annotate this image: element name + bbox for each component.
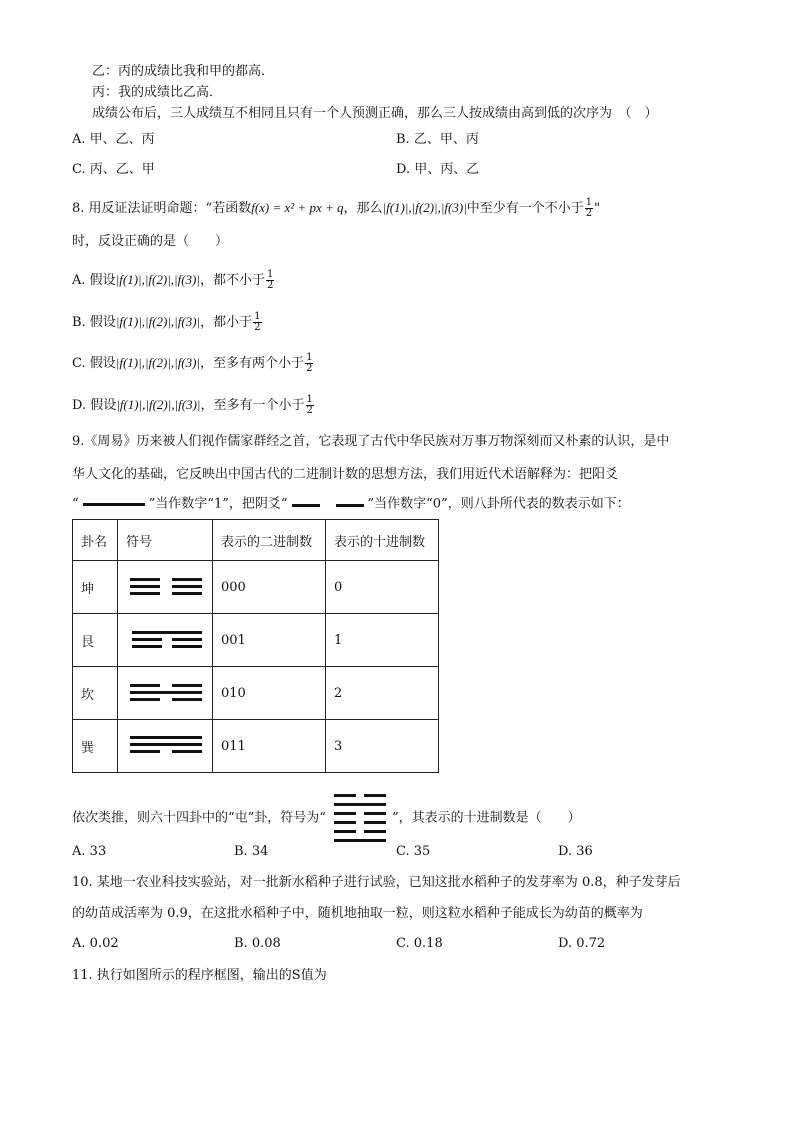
- q9-after-line: 依次类推，则六十四卦中的“屯”卦，符号为“ ”，其表示的十进制数是（ ）: [72, 792, 581, 844]
- q7-option-a: A. 甲、乙、丙: [72, 132, 155, 147]
- q7-line-yi: 乙：丙的成绩比我和甲的都高．: [92, 64, 275, 79]
- table-row: 坎 010 2: [73, 667, 439, 720]
- q8-option-b: B. 假设|f(1)|,|f(2)|,|f(3)|，都小于 $\frac{1}{2}$: [72, 311, 261, 333]
- q10-option-a: A. 0.02: [72, 936, 119, 951]
- kun-symbol-icon: [118, 561, 213, 614]
- header-binary: 表示的二进制数: [213, 520, 326, 561]
- header-decimal: 表示的十进制数: [326, 520, 439, 561]
- q10-option-b: B. 0.08: [234, 936, 281, 951]
- q7-line-bing: 丙：我的成绩比乙高．: [92, 85, 223, 100]
- q7-stem: 成绩公布后，三人成绩互不相同且只有一个人预测正确，那么三人按成绩由高到低的次序为 （ ）: [92, 106, 658, 121]
- q10-option-c: C. 0.18: [396, 936, 443, 951]
- kan-symbol-icon: [118, 667, 213, 720]
- q9-option-c: C. 35: [396, 844, 431, 859]
- q8-option-d: D. 假设|f(1)|,|f(2)|,|f(3)|，至多有一个小于 $\frac{1}{2}$: [72, 394, 313, 416]
- zhun-symbol-icon: [328, 792, 390, 844]
- q8-function: f(x) = x² + px + q: [251, 200, 344, 215]
- yin-line-icon: [292, 494, 364, 514]
- header-symbol: 符号: [118, 520, 213, 561]
- q10-line1: 10. 某地一农业科技实验站，对一批新水稻种子进行试验，已知这批水稻种子的发芽率为 0.8，种子发芽后: [72, 875, 681, 890]
- q8-stem: 8. 用反证法证明命题：“若函数f(x) = x² + px + q，那么|f(1)|,|f(2)|,|f(3)|中至少有一个不小于 $\frac{1}{2}$ ": [72, 197, 601, 219]
- q8-stem-line2: 时，反设正确的是（ ）: [72, 234, 229, 249]
- q9-line3: “ ”当作数字“1”，把阴爻“ ”当作数字“0”，则八卦所代表的数表示如下：: [72, 494, 630, 515]
- q9-line2: 华人文化的基础，它反映出中国古代的二进制计数的思想方法，我们用近代术语解释为：把阳爻: [72, 467, 619, 482]
- q7-option-b: B. 乙、甲、丙: [396, 132, 479, 147]
- q10-option-d: D. 0.72: [558, 936, 606, 951]
- header-name: 卦名: [73, 520, 118, 561]
- table-row: 艮 001 1: [73, 614, 439, 667]
- q10-line2: 的幼苗成活率为 0.9，在这批水稻种子中，随机地抽取一粒，则这粒水稻种子能成长为幼苗的概率为: [72, 906, 643, 921]
- xun-symbol-icon: [118, 720, 213, 773]
- q9-option-a: A. 33: [72, 844, 107, 859]
- bagua-table: [72, 519, 439, 773]
- q8-values: |f(1)|,|f(2)|,|f(3)|: [382, 200, 467, 215]
- yang-line-icon: [83, 503, 145, 506]
- q9-line1: 9.《周易》历来被人们视作儒家群经之首，它表现了古代中华民族对万事万物深刻而又朴素的认识，是中: [72, 434, 670, 449]
- fraction-half: $\frac{1}{2}$: [585, 197, 593, 219]
- q11-line1: 11. 执行如图所示的程序框图，输出的S值为: [72, 968, 327, 983]
- q7-option-d: D. 甲、丙、乙: [396, 162, 480, 177]
- gen-symbol-icon: [118, 614, 213, 667]
- q8-option-a: A. 假设|f(1)|,|f(2)|,|f(3)|，都不小于 $\frac{1}{2}$: [72, 269, 274, 291]
- q7-option-c: C. 丙、乙、甲: [72, 162, 155, 177]
- table-row: 巽 011 3: [73, 720, 439, 773]
- q9-option-d: D. 36: [558, 844, 593, 859]
- q8-option-c: C. 假设|f(1)|,|f(2)|,|f(3)|，至多有两个小于 $\frac{1}{2}$: [72, 352, 313, 374]
- q9-option-b: B. 34: [234, 844, 269, 859]
- table-row: 坤 000 0: [73, 561, 439, 614]
